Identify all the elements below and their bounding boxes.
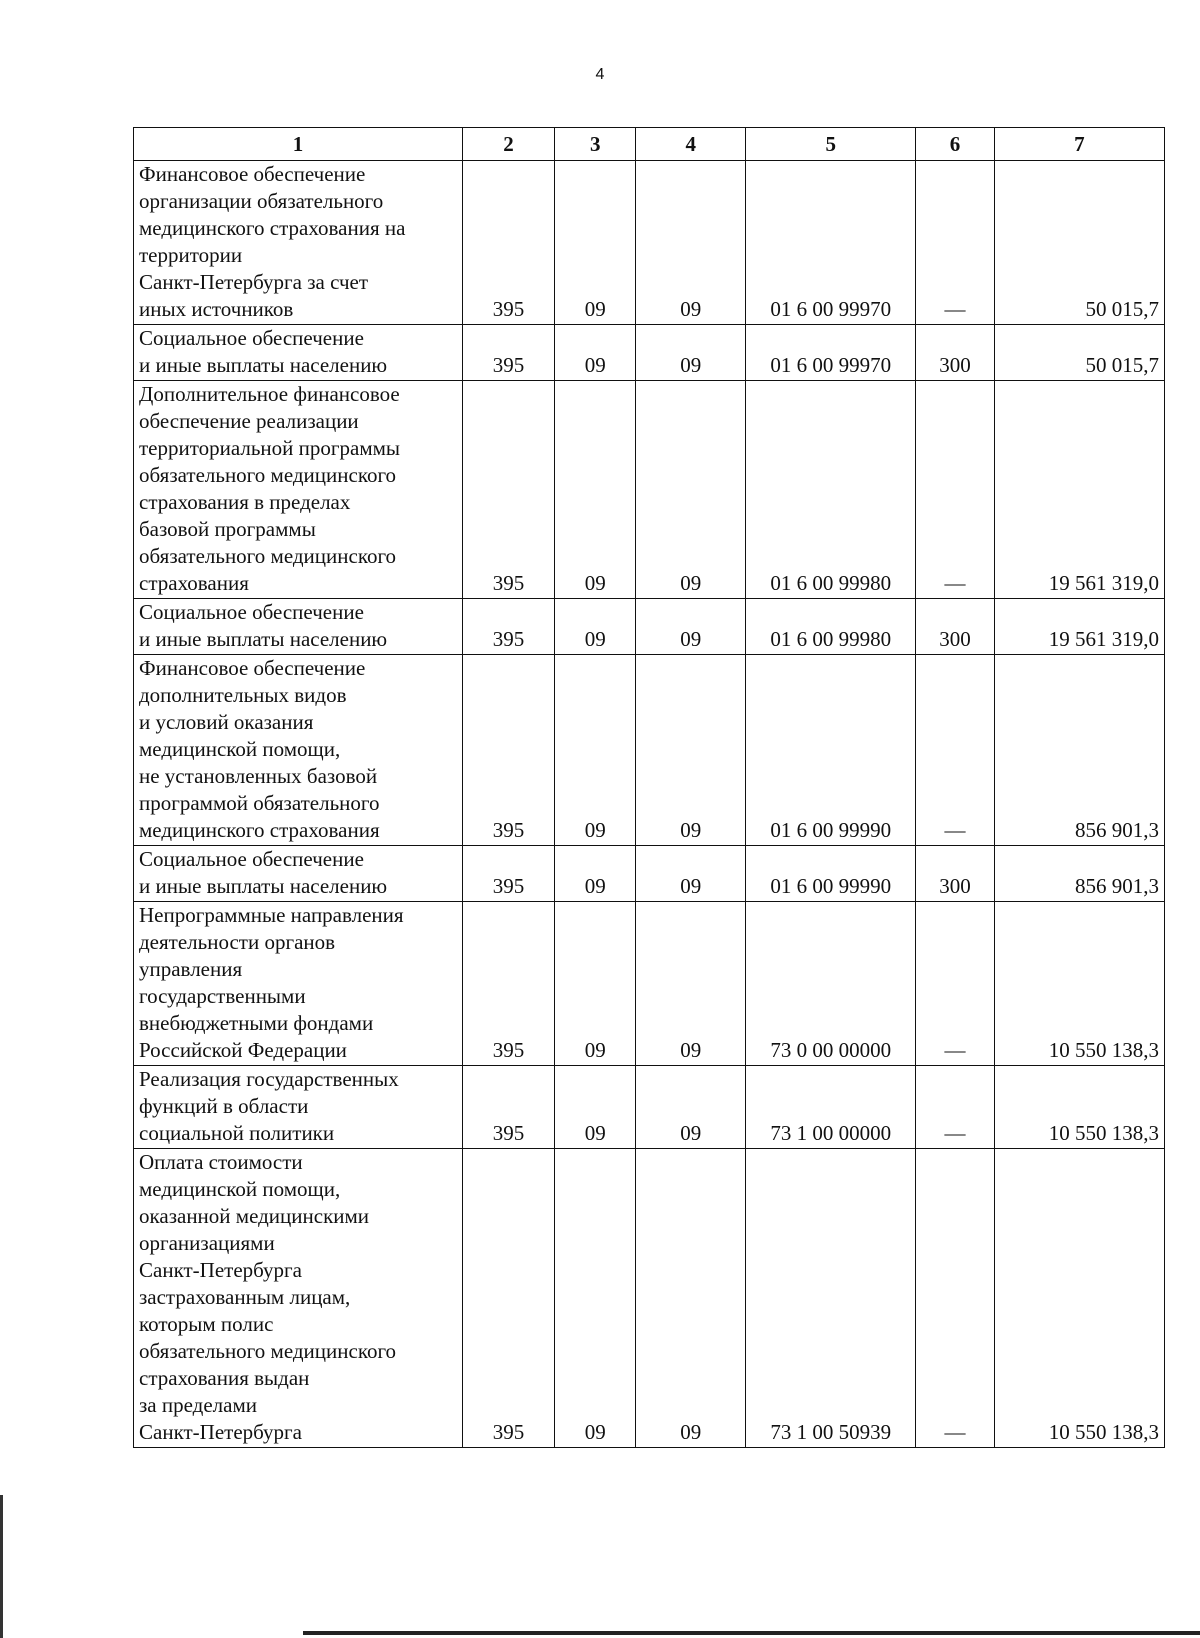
cell-name-line: Реализация государственных [139, 1067, 399, 1091]
cell-name [134, 902, 463, 1066]
cell-target-article: 01 6 00 99980 [746, 599, 916, 655]
cell-target-article: 73 1 00 00000 [746, 1066, 916, 1149]
column-header-2: 2 [463, 128, 555, 161]
cell-name-line: застрахованным лицам, [139, 1285, 351, 1309]
cell-section: 09 [554, 1149, 635, 1448]
table-row [134, 599, 1165, 655]
cell-amount: 856 901,3 [994, 655, 1164, 846]
cell-name-line: страхования в пределах [139, 490, 351, 514]
cell-name-line: организациями [139, 1231, 275, 1255]
cell-name-line: организации обязательного [139, 189, 384, 213]
cell-name-line: Непрограммные направления [139, 903, 404, 927]
cell-name [134, 655, 463, 846]
cell-admin-code: 395 [463, 599, 555, 655]
cell-name [134, 1066, 463, 1149]
cell-name-line: Социальное обеспечение [139, 326, 364, 350]
cell-name-line: территориальной программы [139, 436, 401, 460]
cell-name-line: Оплата стоимости [139, 1150, 303, 1174]
cell-expense-type: — [916, 381, 994, 599]
table-row [134, 325, 1165, 381]
cell-target-article: 01 6 00 99990 [746, 846, 916, 902]
cell-expense-type: — [916, 1149, 994, 1448]
cell-name-line: Дополнительное финансовое [139, 382, 400, 406]
table-row [134, 161, 1165, 325]
cell-name-line: медицинского страхования [139, 818, 380, 842]
cell-name-line: Санкт-Петербурга [139, 1420, 302, 1444]
cell-name-line: социальной политики [139, 1121, 335, 1145]
cell-name-line: страхования выдан [139, 1366, 310, 1390]
cell-name-line: и иные выплаты населению [139, 627, 388, 651]
cell-subsection: 09 [636, 599, 746, 655]
cell-target-article: 01 6 00 99980 [746, 381, 916, 599]
cell-amount: 10 550 138,3 [994, 902, 1164, 1066]
cell-expense-type: — [916, 655, 994, 846]
table-row [134, 655, 1165, 846]
cell-expense-type: — [916, 902, 994, 1066]
cell-amount: 19 561 319,0 [994, 599, 1164, 655]
cell-name-line: обязательного медицинского [139, 463, 397, 487]
cell-admin-code: 395 [463, 1066, 555, 1149]
cell-amount: 19 561 319,0 [994, 381, 1164, 599]
column-header-1: 1 [134, 128, 463, 161]
cell-subsection: 09 [636, 846, 746, 902]
cell-name [134, 161, 463, 325]
cell-name-line: Санкт-Петербурга за счет [139, 270, 369, 294]
cell-name-line: Финансовое обеспечение [139, 162, 366, 186]
page-number: 4 [595, 66, 605, 83]
cell-name-line: и иные выплаты населению [139, 874, 388, 898]
cell-section: 09 [554, 846, 635, 902]
cell-name-line: оказанной медицинскими [139, 1204, 370, 1228]
cell-section: 09 [554, 161, 635, 325]
cell-name-line: Российской Федерации [139, 1038, 347, 1062]
table-row [134, 1149, 1165, 1448]
cell-name-line: медицинского страхования на [139, 216, 406, 240]
table-body [134, 161, 1165, 1448]
column-header-4: 4 [636, 128, 746, 161]
cell-expense-type: — [916, 1066, 994, 1149]
cell-name-line: Санкт-Петербурга [139, 1258, 302, 1282]
cell-name-line: иных источников [139, 297, 294, 321]
table-row [134, 846, 1165, 902]
cell-admin-code: 395 [463, 1149, 555, 1448]
column-header-6: 6 [916, 128, 994, 161]
cell-section: 09 [554, 902, 635, 1066]
cell-target-article: 73 0 00 00000 [746, 902, 916, 1066]
table-row [134, 902, 1165, 1066]
cell-name-line: территории [139, 243, 243, 267]
cell-name [134, 846, 463, 902]
cell-name-line: обеспечение реализации [139, 409, 359, 433]
cell-name-line: и условий оказания [139, 710, 314, 734]
cell-name-line: деятельности органов [139, 930, 336, 954]
cell-subsection: 09 [636, 381, 746, 599]
cell-name-line: функций в области [139, 1094, 309, 1118]
cell-name-line: программой обязательного [139, 791, 380, 815]
cell-target-article: 73 1 00 50939 [746, 1149, 916, 1448]
table-row [134, 1066, 1165, 1149]
cell-subsection: 09 [636, 1149, 746, 1448]
cell-name-line: обязательного медицинского [139, 544, 397, 568]
cell-subsection: 09 [636, 1066, 746, 1149]
cell-amount: 10 550 138,3 [994, 1066, 1164, 1149]
cell-subsection: 09 [636, 655, 746, 846]
cell-name [134, 599, 463, 655]
cell-admin-code: 395 [463, 325, 555, 381]
cell-admin-code: 395 [463, 902, 555, 1066]
cell-amount: 50 015,7 [994, 325, 1164, 381]
cell-name-line: дополнительных видов [139, 683, 347, 707]
scan-left-edge-mark [0, 1495, 3, 1638]
cell-admin-code: 395 [463, 655, 555, 846]
cell-name-line: Финансовое обеспечение [139, 656, 366, 680]
cell-name-line: базовой программы [139, 517, 316, 541]
cell-section: 09 [554, 655, 635, 846]
cell-name-line: и иные выплаты населению [139, 353, 388, 377]
cell-name-line: государственными [139, 984, 306, 1008]
cell-section: 09 [554, 325, 635, 381]
cell-target-article: 01 6 00 99990 [746, 655, 916, 846]
cell-name-line: обязательного медицинского [139, 1339, 397, 1363]
cell-name-line: которым полис [139, 1312, 274, 1336]
scan-bottom-edge-line [303, 1631, 1200, 1635]
cell-name-line: не установленных базовой [139, 764, 378, 788]
cell-name-line: внебюджетными фондами [139, 1011, 374, 1035]
column-header-3: 3 [554, 128, 635, 161]
cell-admin-code: 395 [463, 846, 555, 902]
cell-name-line: страхования [139, 571, 249, 595]
cell-name [134, 1149, 463, 1448]
cell-amount: 10 550 138,3 [994, 1149, 1164, 1448]
table-row [134, 381, 1165, 599]
cell-subsection: 09 [636, 902, 746, 1066]
cell-expense-type: 300 [916, 325, 994, 381]
budget-table [133, 127, 1165, 1448]
cell-expense-type: 300 [916, 846, 994, 902]
cell-name-line: Социальное обеспечение [139, 847, 364, 871]
cell-name [134, 325, 463, 381]
cell-section: 09 [554, 599, 635, 655]
cell-expense-type: 300 [916, 599, 994, 655]
cell-admin-code: 395 [463, 161, 555, 325]
cell-name-line: управления [139, 957, 243, 981]
cell-section: 09 [554, 381, 635, 599]
cell-amount: 856 901,3 [994, 846, 1164, 902]
cell-subsection: 09 [636, 325, 746, 381]
cell-name-line: Социальное обеспечение [139, 600, 364, 624]
cell-name-line: медицинской помощи, [139, 737, 341, 761]
header-row [134, 128, 1165, 161]
cell-admin-code: 395 [463, 381, 555, 599]
column-header-7: 7 [994, 128, 1164, 161]
cell-subsection: 09 [636, 161, 746, 325]
cell-name [134, 381, 463, 599]
cell-name-line: медицинской помощи, [139, 1177, 341, 1201]
cell-section: 09 [554, 1066, 635, 1149]
column-header-5: 5 [746, 128, 916, 161]
cell-target-article: 01 6 00 99970 [746, 325, 916, 381]
cell-target-article: 01 6 00 99970 [746, 161, 916, 325]
cell-expense-type: — [916, 161, 994, 325]
cell-amount: 50 015,7 [994, 161, 1164, 325]
cell-name-line: за пределами [139, 1393, 257, 1417]
